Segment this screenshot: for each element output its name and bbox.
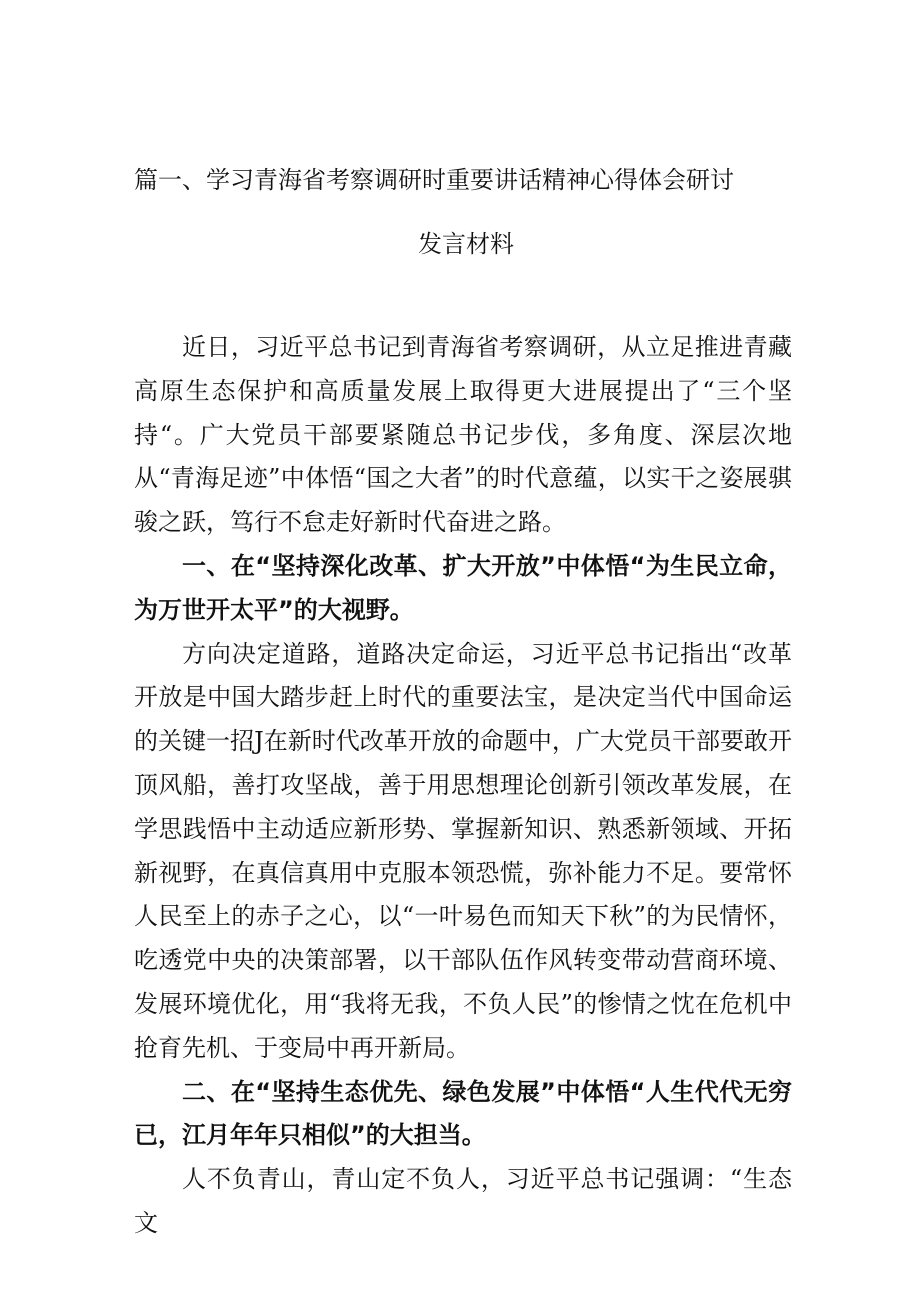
document-body bbox=[134, 326, 792, 1246]
document-title-line-1: 篇一、学习青海省考察调研时重要讲话精神心得体会研讨 bbox=[134, 166, 734, 194]
document-title-line-2: 发言材料 bbox=[418, 230, 514, 258]
intro-paragraph: 近日，习近平总书记到青海省考察调研，从立足推进青藏高原生态保护和高质量发展上取得更大进展提出了“三个坚持“。广大党员干部要紧随总书记步伐，多角度、深层次地从“青海足迹”中体悟“国之大者”的时代意蕴，以实干之姿展骐骏之跃，笃行不怠走好新时代奋进之路。 bbox=[134, 333, 792, 537]
section-paragraph-1: 方向决定道路，道路决定命运，习近平总书记指出“改革开放是中国大踏步赶上时代的重要法宝，是决定当代中国命运的关键一招J在新时代改革开放的命题中，广大党员干部要敢开顶风船，善打攻坚战，善于用思想理论创新引领改革发展，在学思践悟中主动适应新形势、掌握新知识、熟悉新领域、开拓新视野，在真信真用中克服本领恐慌，弥补能力不足。要常怀人民至上的赤子之心，以“一叶易色而知天下秋”的为民情怀，吃透党中央的决策部署，以干部队伍作风转变带动营商环境、发展环境优化，用“我将无我，不负人民”的惨情之忱在危机中抢育先机、于变局中再开新局。 bbox=[134, 639, 792, 1062]
section-heading-2: 二、在“坚持生态优先、绿色发展”中体悟“人生代代无穷已，江月年年只相似”的大担当。 bbox=[134, 1077, 792, 1150]
section-paragraph-2: 人不负青山，青山定不负人，习近平总书记强调：“生态文 bbox=[134, 1165, 792, 1237]
section-heading-1: 一、在“坚持深化改革、扩大开放”中体悟“为生民立命，为万世开太平”的大视野。 bbox=[134, 551, 792, 624]
